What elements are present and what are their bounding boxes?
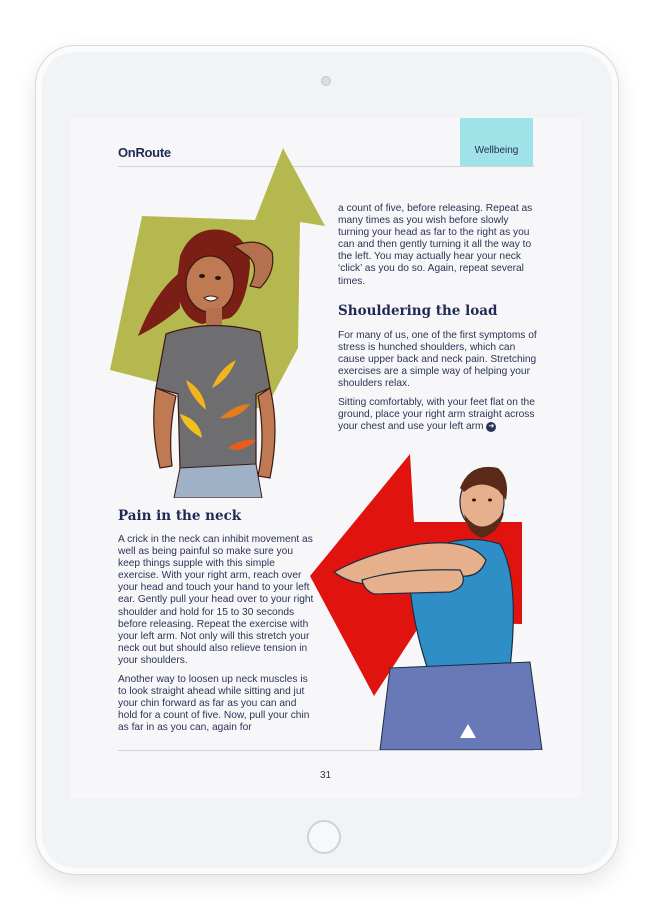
magazine-page — [70, 118, 581, 798]
neck-paragraph-1: A crick in the neck can inhibit movement as well as being painful so make sure you keep things supple with this simple exercise. With your right arm, reach over your head and touch your hand to your left ear. Gently pull your head over to your right shoulder and hold for 15 to 30 seconds before releasing. Repeat the exercise with your left arm. Not only will this stretch your neck out but should also relieve tension in your shoulders. — [118, 534, 314, 666]
arrow-right-circle-icon[interactable]: ➜ — [486, 422, 496, 432]
neck-paragraph-2: Another way to loosen up neck muscles is to look straight ahead while sitting and jut your chin forward as far as you can and hold for a count of five. Now, pull your chin as far in as you can, again for — [118, 674, 310, 734]
intro-continued-text: a count of five, before releasing. Repeat as many times as you wish before slowly turning your head as far to the right as you can and then gently turning it all the way to the left. You may actually hear your neck ‘click’ as you do so. Again, repeat several times. — [338, 203, 533, 287]
shoulder-paragraph-1: For many of us, one of the first symptoms of stress is hunched shoulders, which can cause upper back and neck pain. Stretching exercises are a simple way of helping your shoulders relax. — [338, 330, 537, 390]
pain-in-neck-heading: Pain in the neck — [118, 508, 242, 524]
home-button[interactable] — [307, 820, 341, 854]
shoulder-paragraph-2-text: Sitting comfortably, with your feet flat on the ground, place your right arm straight across your chest and use your left arm — [338, 397, 535, 433]
woman-neck-stretch-illustration — [110, 148, 350, 498]
section-tab: Wellbeing — [460, 118, 533, 166]
page-number: 31 — [319, 770, 332, 781]
shouldering-heading: Shouldering the load — [338, 303, 498, 319]
publication-logo: OnRoute — [118, 145, 171, 160]
camera-icon — [321, 76, 331, 86]
footer-divider — [118, 750, 534, 751]
man-shoulder-stretch-illustration — [310, 448, 555, 750]
shoulder-paragraph-2 — [338, 397, 538, 433]
